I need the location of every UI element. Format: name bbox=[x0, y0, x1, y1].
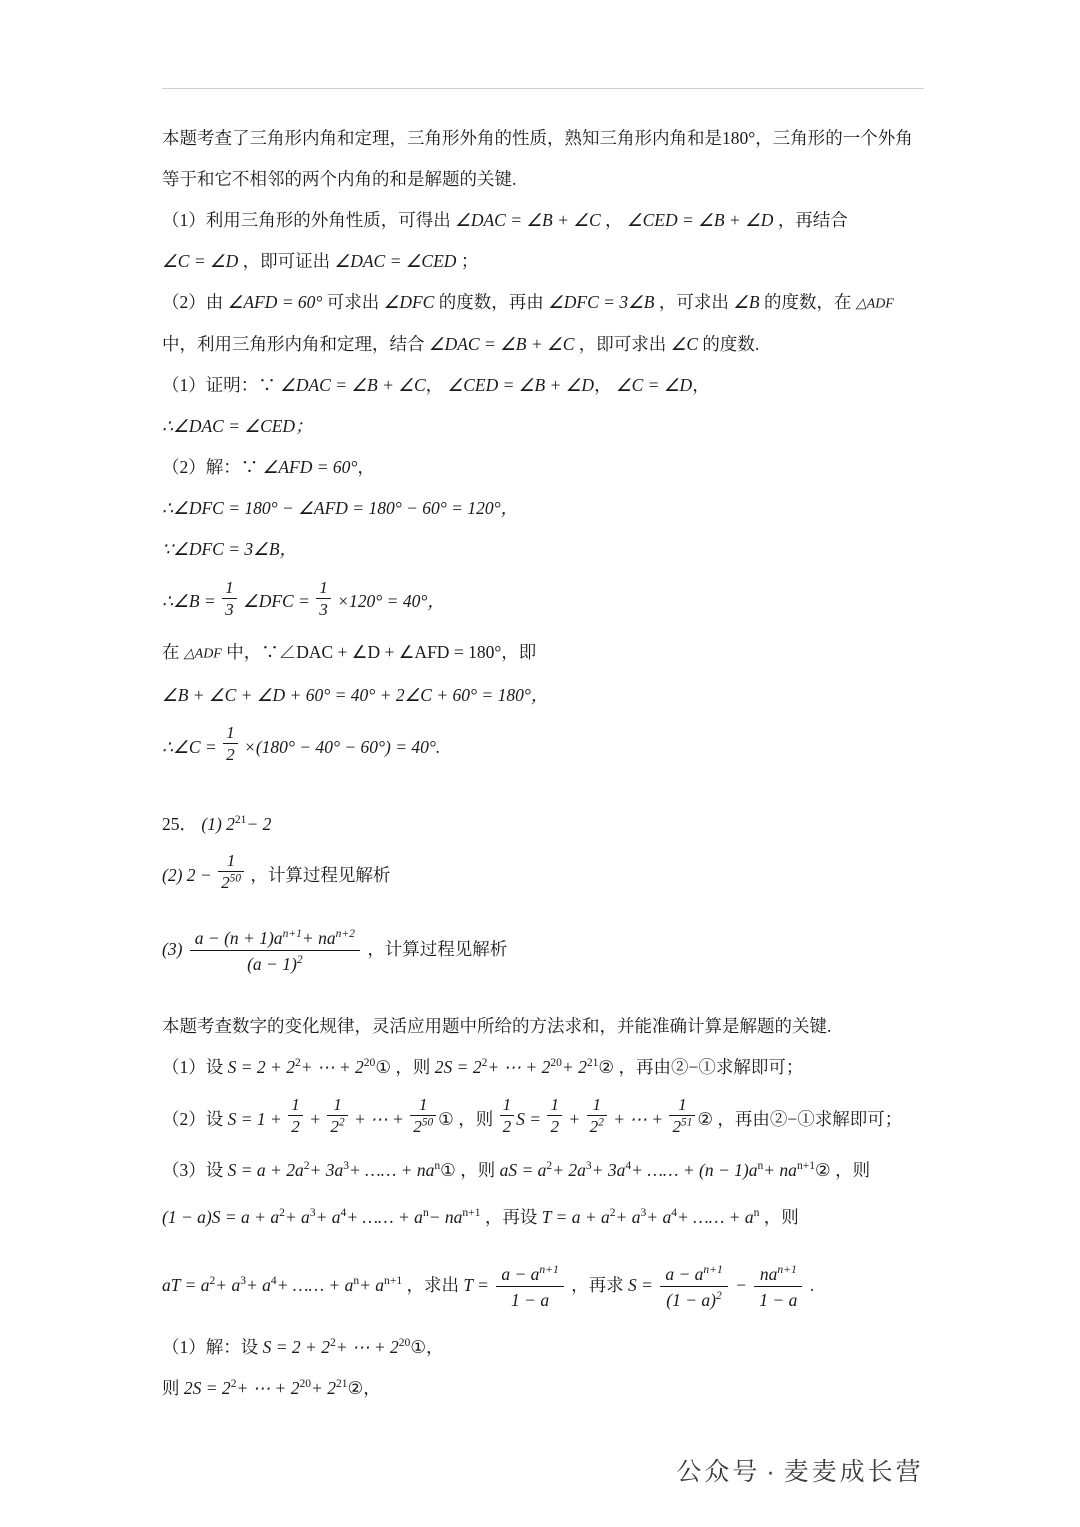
q25-s3-eq2-m4: + na bbox=[763, 1159, 797, 1180]
triangle-adf-label: △ADF bbox=[183, 646, 222, 662]
fraction-denominator: 2 bbox=[547, 1115, 562, 1138]
numerator-base: a − a bbox=[501, 1263, 540, 1284]
q25-s5-T: T = bbox=[463, 1274, 489, 1295]
proof-1-equation-2: ∠CED = ∠B + ∠D bbox=[447, 375, 595, 396]
q25-s1-eq2-sup3: 21 bbox=[586, 1056, 599, 1069]
q25-s1-eq2-mid2: + 2 bbox=[561, 1056, 587, 1077]
step-2-triangle-adf: △ADF bbox=[855, 296, 894, 312]
q25-s4-eq2-m3: + …… + a bbox=[676, 1206, 754, 1227]
q25-step-3-prefix: （3）设 bbox=[162, 1159, 224, 1180]
numerator-exponent: n+1 bbox=[539, 1264, 559, 1277]
fraction-half-3 bbox=[547, 1094, 562, 1139]
numerator-base: na bbox=[759, 1263, 778, 1284]
answer-1-tail: − 2 bbox=[246, 813, 272, 834]
q25-s1-tail: ，再由②−①求解即可； bbox=[618, 1056, 804, 1077]
proof-2-line-4-b: ∠DFC = bbox=[243, 591, 310, 612]
q25-s5-sup1: 2 bbox=[209, 1274, 216, 1287]
fraction-denominator: 3 bbox=[316, 598, 331, 621]
step-2-equation-1: ∠AFD = 60° bbox=[227, 292, 323, 312]
q25-s3-tail: ，则 bbox=[835, 1159, 871, 1180]
fraction-half-pow-51 bbox=[669, 1094, 695, 1139]
q25-s4-eq: (1 − a)S = a + a bbox=[162, 1206, 280, 1227]
q25-s5-tail: . bbox=[809, 1274, 815, 1295]
comma-2: ， bbox=[594, 375, 612, 396]
step-2-line-1 bbox=[162, 282, 928, 324]
q25-s1-eq2-sup1: 2 bbox=[481, 1056, 488, 1069]
q25-step-2 bbox=[162, 1088, 928, 1150]
numerator-exponent: n+1 bbox=[703, 1264, 723, 1277]
step-2-equation-3: ∠DFC = 3∠B bbox=[548, 292, 655, 312]
fraction-denominator bbox=[218, 871, 244, 894]
q25-sol2-sup1: 2 bbox=[230, 1377, 237, 1390]
fraction-half-pow-50 bbox=[410, 1094, 436, 1139]
fraction-denominator: 2 bbox=[500, 1115, 515, 1138]
q25-s3-eq2-sup2: 3 bbox=[585, 1159, 592, 1172]
proof-2-equation-1: ∠AFD = 60° bbox=[262, 457, 358, 478]
answer-3-tail: ，计算过程见解析 bbox=[367, 938, 508, 959]
q25-s3-eq2-sup3: 4 bbox=[625, 1159, 632, 1172]
answer-3-prefix: (3) bbox=[162, 938, 183, 959]
step-1-comma: ， bbox=[605, 210, 623, 230]
answer-1-base: (1) 2 bbox=[201, 813, 235, 834]
q25-step-2-prefix: （2）设 bbox=[162, 1108, 224, 1129]
q25-s5-m1: + a bbox=[215, 1274, 241, 1295]
q25-s5-minus: − bbox=[735, 1274, 747, 1295]
q25-s1-then: ，则 bbox=[395, 1056, 431, 1077]
denominator-base: (1 − a) bbox=[666, 1290, 716, 1311]
step-2-mid-2: 的度数，再由 bbox=[438, 292, 544, 312]
q25-s4-eq2-m1: + a bbox=[615, 1206, 641, 1227]
denominator-exponent: 51 bbox=[681, 1116, 693, 1129]
fraction-answer-3 bbox=[190, 926, 360, 978]
q25-s4-eq2-m2: + a bbox=[646, 1206, 672, 1227]
fraction-numerator: 1 bbox=[592, 1094, 602, 1114]
numerator-exponent-1: n+1 bbox=[282, 928, 302, 941]
q25-s3-m1: + 3a bbox=[309, 1159, 344, 1180]
q25-s1-eq2: 2S = 2 bbox=[434, 1056, 482, 1077]
step-1-prefix: （1）利用三角形的外角性质，可得出 bbox=[162, 210, 451, 230]
step-2-equation-2: ∠DFC bbox=[383, 292, 435, 312]
q25-s3-m2: + …… + na bbox=[349, 1159, 435, 1180]
fraction-denominator bbox=[660, 1286, 727, 1313]
q25-s4-eq2-sup1: 2 bbox=[609, 1206, 616, 1219]
q25-s3-eq2: aS = a bbox=[499, 1159, 547, 1180]
proof-2-line-4-c: ×120° = 40°， bbox=[337, 591, 445, 612]
fraction-half-squared-2 bbox=[587, 1094, 607, 1139]
document-body bbox=[162, 118, 928, 1409]
fraction-half-squared-1 bbox=[327, 1094, 347, 1139]
step-2-line2-a: 中，利用三角形内角和定理，结合 bbox=[162, 334, 425, 355]
q25-s5-sup3: 4 bbox=[270, 1274, 277, 1287]
q25-s5-m4: + a bbox=[359, 1274, 385, 1295]
q25-solution-1-line-1 bbox=[162, 1327, 928, 1368]
q25-sol2-eq: 2S = 2 bbox=[183, 1377, 231, 1398]
q25-sol2-mid: + ⋯ + 2 bbox=[236, 1377, 300, 1398]
fraction-one-third-a bbox=[222, 577, 237, 622]
q25-sol2-sup3: 21 bbox=[335, 1377, 348, 1390]
denominator-exponent: 50 bbox=[421, 1116, 434, 1129]
q25-s3-eq2-m2: + 3a bbox=[591, 1159, 626, 1180]
proof-1-conclusion bbox=[162, 406, 928, 447]
q25-s1-mid: + ⋯ + 2 bbox=[300, 1056, 364, 1077]
denominator-exponent: 50 bbox=[229, 872, 241, 885]
circled-two-c: ② bbox=[815, 1159, 831, 1180]
q25-sol2-prefix: 则 bbox=[162, 1377, 180, 1398]
proof-2-line-2 bbox=[162, 488, 928, 529]
circled-one-b: ① bbox=[438, 1108, 454, 1129]
q25-sol2-tail: ， bbox=[363, 1377, 381, 1398]
q25-s3-eq1: S = a + 2a bbox=[227, 1159, 304, 1180]
numerator-exponent: n+1 bbox=[777, 1264, 797, 1277]
fraction-one-over-2-pow-50 bbox=[218, 850, 244, 895]
fraction-T-value bbox=[496, 1262, 563, 1314]
q25-s5-S: S = bbox=[628, 1274, 653, 1295]
fraction-denominator: 2 bbox=[223, 743, 238, 766]
proof-2-line-1 bbox=[162, 447, 928, 488]
question-25-number: 25． bbox=[162, 813, 197, 834]
q25-s4-sup5: n+1 bbox=[462, 1206, 481, 1219]
q25-s2-tail: ，再由②−①求解即可； bbox=[717, 1108, 903, 1129]
comma-3: ， bbox=[692, 375, 710, 396]
q25-s4-eq2-sup3: 4 bbox=[671, 1206, 677, 1219]
q25-sol2-sup2: 20 bbox=[299, 1377, 312, 1390]
q25-s4-sup2: 3 bbox=[309, 1206, 316, 1219]
q25-s4-eq2-sup4: n bbox=[753, 1206, 760, 1219]
q25-s2-then: ，则 bbox=[458, 1108, 494, 1129]
q25-sol1-tail: ， bbox=[426, 1336, 444, 1357]
denominator-exponent: 2 bbox=[598, 1116, 604, 1129]
circled-two-a: ② bbox=[598, 1056, 615, 1077]
q25-s3-eq2-m3: + …… + (n − 1)a bbox=[631, 1159, 758, 1180]
q25-step-3-line-1 bbox=[162, 1150, 928, 1191]
denominator-exponent: 2 bbox=[296, 954, 303, 967]
q25-sol1-eq: S = 2 + 2 bbox=[262, 1336, 330, 1357]
circled-one-a: ① bbox=[375, 1056, 392, 1077]
q25-s5-mid2: ，再求 bbox=[571, 1274, 624, 1295]
proof-1-label: （1）证明：∵ bbox=[162, 375, 276, 396]
question-25-answer-2 bbox=[162, 844, 928, 906]
fraction-denominator: 1 − a bbox=[496, 1286, 563, 1313]
q25-s4-sup4: n bbox=[422, 1206, 429, 1219]
q25-s4-m1: + a bbox=[284, 1206, 310, 1227]
q25-s4-m3: + …… + a bbox=[346, 1206, 423, 1227]
q25-s5-m3: + …… + a bbox=[276, 1274, 354, 1295]
q25-s4-eq2-sup2: 3 bbox=[640, 1206, 647, 1219]
step-2-line-2 bbox=[162, 324, 928, 365]
proof-2-line-6-text: ∠B + ∠C + ∠D + 60° = 40° + 2∠C + 60° = 180°， bbox=[162, 684, 549, 705]
proof-2-line-5-a: 在 bbox=[162, 642, 180, 663]
q25-s4-m4: − na bbox=[428, 1206, 463, 1227]
proof-2-line-6 bbox=[162, 675, 928, 716]
q25-s1-eq2-sup2: 20 bbox=[550, 1056, 562, 1069]
denominator-base: (a − 1) bbox=[247, 954, 297, 975]
fraction-one-third-b bbox=[316, 577, 331, 622]
q25-solution-1-prefix: （1）解：设 bbox=[162, 1336, 259, 1357]
proof-2-line-7-b: ×(180° − 40° − 60°) = 40°. bbox=[244, 736, 441, 757]
circled-two-d: ② bbox=[347, 1377, 364, 1398]
fraction-denominator: 3 bbox=[222, 598, 237, 621]
proof-2-line-4 bbox=[162, 570, 928, 632]
q25-s3-eq2-sup1: 2 bbox=[546, 1159, 553, 1172]
step-2-prefix: （2）由 bbox=[162, 292, 224, 312]
question-25-answer-3 bbox=[162, 906, 928, 992]
q25-sol1-sup1: 2 bbox=[330, 1336, 336, 1349]
page-footer bbox=[0, 1452, 1080, 1488]
q25-s2-S-label: S bbox=[516, 1108, 525, 1129]
proof-2-line-7-a: ∴∠C = bbox=[162, 736, 217, 757]
numerator-part-2: + na bbox=[301, 927, 336, 948]
analysis-paragraph-1: 本题考查了三角形内角和定理，三角形外角的性质，熟知三角形内角和是180°，三角形的一个外角等于和它不相邻的两个内角的和是解题的关键. bbox=[162, 128, 913, 189]
fraction-numerator: 1 bbox=[550, 1094, 560, 1114]
q25-sol2-mid2: + 2 bbox=[311, 1377, 336, 1398]
fraction-denominator bbox=[669, 1115, 695, 1138]
proof-2-line-7 bbox=[162, 716, 928, 778]
q25-s1-sup2: 20 bbox=[363, 1056, 376, 1069]
denominator-base: 2 bbox=[413, 1117, 422, 1137]
q25-s4-eq2-tail: ，则 bbox=[763, 1206, 799, 1227]
q25-sol1-mid: + ⋯ + 2 bbox=[335, 1336, 399, 1357]
proof-2-line-4-a: ∴∠B = bbox=[162, 591, 216, 612]
q25-s5-sup4: n bbox=[353, 1274, 360, 1287]
step-2-line2-b: ，即可求出 bbox=[578, 334, 667, 355]
proof-2-line-2-text: ∴∠DFC = 180° − ∠AFD = 180° − 60° = 120°， bbox=[162, 498, 519, 519]
q25-s2-dots-1: + ⋯ + bbox=[354, 1108, 404, 1129]
fraction-numerator: 1 bbox=[678, 1094, 687, 1114]
proof-2-line-3 bbox=[162, 529, 928, 570]
fraction-one-half bbox=[223, 722, 238, 767]
fraction-numerator: 1 bbox=[502, 1094, 512, 1114]
fraction-denominator bbox=[327, 1115, 347, 1138]
q25-sol1-sup2: 20 bbox=[398, 1336, 411, 1349]
question-25-answer-1 bbox=[162, 804, 928, 844]
fraction-numerator: 1 bbox=[418, 1094, 428, 1114]
fraction-numerator: 1 bbox=[226, 722, 235, 742]
q25-s4-sup3: 4 bbox=[340, 1206, 347, 1219]
step-1-line2-tail: ； bbox=[460, 251, 479, 271]
step-1-line-2 bbox=[162, 241, 928, 282]
fraction-denominator bbox=[190, 950, 360, 977]
header-divider bbox=[162, 88, 924, 89]
proof-1-conclusion-text: ∴∠DAC = ∠CED； bbox=[162, 416, 313, 437]
q25-s3-sup2: 3 bbox=[343, 1159, 349, 1172]
denominator-base: 2 bbox=[330, 1117, 339, 1137]
fraction-denominator: 1 − a bbox=[754, 1286, 802, 1313]
q25-s4-sup1: 2 bbox=[279, 1206, 285, 1219]
step-2-mid-4: 的度数，在 bbox=[764, 292, 852, 312]
fraction-numerator bbox=[754, 1262, 802, 1287]
circled-two-b: ② bbox=[697, 1108, 714, 1129]
q25-solution-1-line-2 bbox=[162, 1368, 928, 1409]
comma-4: ， bbox=[357, 457, 375, 478]
q25-s3-then: ，则 bbox=[460, 1159, 496, 1180]
fraction-numerator: 1 bbox=[225, 577, 234, 597]
step-1-line-1 bbox=[162, 200, 928, 241]
step-2-line2-c: 的度数. bbox=[702, 334, 760, 355]
proof-2-line-5 bbox=[162, 632, 928, 674]
step-1-equation-3: ∠C = ∠D bbox=[162, 251, 239, 271]
denominator-base: 2 bbox=[672, 1117, 682, 1137]
q25-s1-sup1: 2 bbox=[295, 1056, 301, 1069]
denominator-exponent: 2 bbox=[715, 1290, 722, 1303]
q25-s5-sup2: 3 bbox=[240, 1274, 246, 1287]
fraction-half-2 bbox=[500, 1094, 515, 1139]
q25-s3-sup1: 2 bbox=[303, 1159, 310, 1172]
step-2-equation-6: ∠C bbox=[670, 334, 699, 355]
answer-2-prefix: (2) 2 − bbox=[162, 864, 212, 885]
step-1-equation-4: ∠DAC = ∠CED bbox=[334, 251, 457, 271]
numerator-base: a − a bbox=[665, 1263, 704, 1284]
step-2-mid-3: ，可求出 bbox=[658, 292, 729, 312]
q25-s3-eq2-sup4: n bbox=[757, 1159, 764, 1172]
fraction-numerator: 1 bbox=[291, 1094, 300, 1114]
fraction-half-1 bbox=[288, 1094, 303, 1139]
q25-s4-eq2: T = a + a bbox=[541, 1206, 610, 1227]
footer-account-name: 麦麦成长营 bbox=[783, 1458, 924, 1486]
numerator-exponent-2: n+2 bbox=[335, 928, 355, 941]
step-2-mid-1: 可求出 bbox=[326, 292, 380, 312]
q25-s5-m2: + a bbox=[245, 1274, 271, 1295]
q25-s3-sup3: n bbox=[434, 1159, 441, 1172]
step-1-line2-mid: ，即可证出 bbox=[242, 251, 331, 271]
q25-step-1-prefix: （1）设 bbox=[162, 1056, 224, 1077]
circled-one-c: ① bbox=[440, 1159, 456, 1180]
circled-one-d: ① bbox=[410, 1336, 427, 1357]
question-25-analysis: 本题考查数字的变化规律，灵活应用题中所给的方法求和，并能准确计算是解题的关键. bbox=[162, 1015, 832, 1036]
q25-s2-plus-1: + bbox=[309, 1108, 322, 1129]
q25-s5-mid: ，求出 bbox=[406, 1274, 459, 1295]
q25-s1-eq2-mid: + ⋯ + 2 bbox=[487, 1056, 551, 1077]
denominator-exponent: 2 bbox=[338, 1116, 345, 1129]
q25-s5-eq: aT = a bbox=[162, 1274, 210, 1295]
answer-1-exponent: 21 bbox=[234, 813, 247, 826]
fraction-numerator bbox=[660, 1262, 727, 1287]
footer-separator: · bbox=[766, 1458, 778, 1486]
q25-s4-m2: + a bbox=[315, 1206, 341, 1227]
answer-2-tail: ，计算过程见解析 bbox=[250, 864, 391, 885]
footer-watermark bbox=[156, 1452, 923, 1488]
q25-s2-dots-2: + ⋯ + bbox=[613, 1108, 664, 1129]
proof-1-line-1 bbox=[162, 365, 928, 406]
fraction-S-term-2 bbox=[754, 1262, 802, 1314]
step-1-equation-2: ∠CED = ∠B + ∠D bbox=[626, 210, 774, 230]
q25-step-1-eq1: S = 2 + 2 bbox=[227, 1056, 295, 1077]
q25-s3-eq2-sup5: n+1 bbox=[796, 1159, 815, 1172]
proof-2-line-5-b: 中，∵∠DAC + ∠D + ∠AFD = 180°，即 bbox=[226, 642, 537, 663]
step-1-equation-1: ∠DAC = ∠B + ∠C bbox=[455, 210, 601, 230]
q25-s5-sup5: n+1 bbox=[384, 1274, 403, 1287]
comma-1: ， bbox=[425, 375, 444, 396]
fraction-denominator bbox=[587, 1115, 607, 1138]
proof-2-line-3-text: ∵∠DFC = 3∠B， bbox=[162, 539, 298, 560]
fraction-numerator bbox=[496, 1262, 563, 1287]
proof-1-equation-1: ∠DAC = ∠B + ∠C bbox=[280, 375, 426, 396]
fraction-S-term-1 bbox=[660, 1262, 727, 1314]
step-1-tail: ，再结合 bbox=[777, 210, 848, 230]
q25-step-3-line-2 bbox=[162, 1191, 928, 1243]
q25-s2-plus-2: + bbox=[568, 1108, 581, 1129]
denominator-base: 2 bbox=[221, 873, 230, 893]
fraction-denominator: 2 bbox=[288, 1115, 303, 1138]
q25-s3-eq2-m1: + 2a bbox=[552, 1159, 586, 1180]
numerator-part-1: a − (n + 1)a bbox=[194, 927, 283, 948]
fraction-numerator bbox=[190, 926, 360, 951]
step-2-equation-4: ∠B bbox=[733, 292, 760, 312]
q25-s4-tail: ，再设 bbox=[484, 1206, 538, 1227]
footer-label: 公众号 bbox=[676, 1458, 761, 1486]
q25-step-1 bbox=[162, 1047, 928, 1088]
denominator-base: 2 bbox=[589, 1117, 599, 1137]
step-2-equation-5: ∠DAC = ∠B + ∠C bbox=[428, 334, 575, 355]
fraction-numerator: 1 bbox=[226, 850, 236, 870]
fraction-numerator: 1 bbox=[333, 1094, 342, 1114]
q25-step-3-line-3 bbox=[162, 1243, 928, 1327]
proof-1-equation-3: ∠C = ∠D bbox=[615, 375, 693, 396]
fraction-denominator bbox=[410, 1115, 436, 1138]
fraction-numerator: 1 bbox=[319, 577, 328, 597]
proof-2-label: （2）解：∵ bbox=[162, 457, 259, 478]
q25-s2-S: S = 1 + bbox=[227, 1108, 282, 1129]
q25-s2-equals: = bbox=[529, 1108, 542, 1129]
